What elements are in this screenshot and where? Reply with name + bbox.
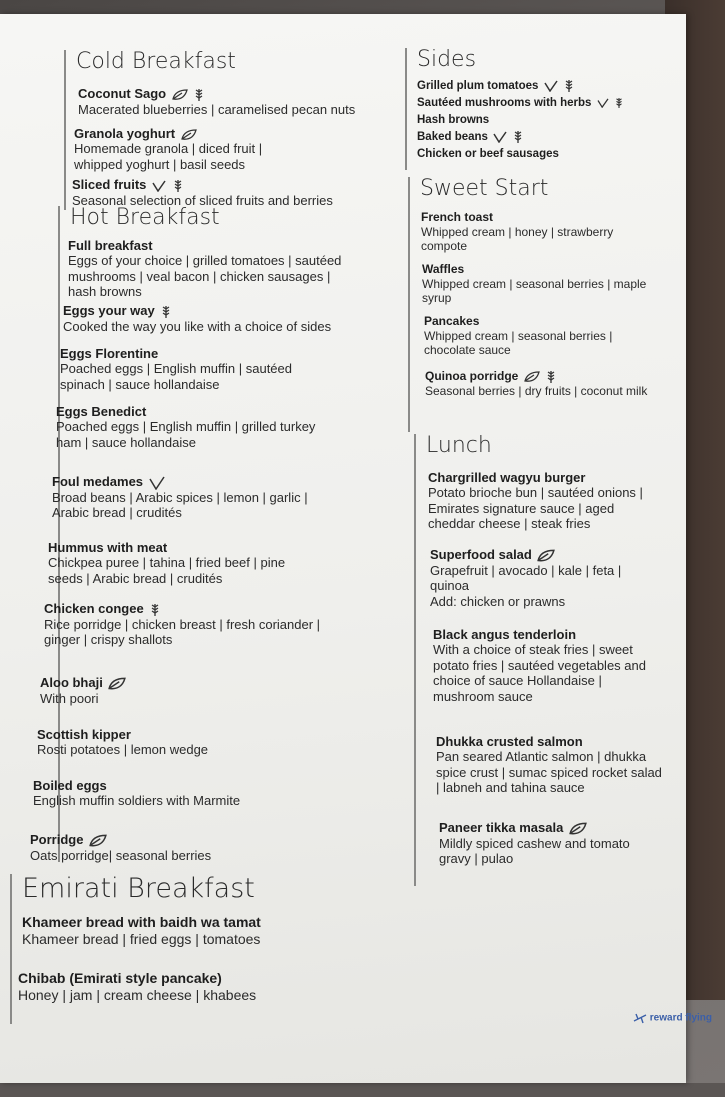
item-description: Poached eggs | English muffin | grilled turkey ham | sauce hollandaise — [56, 419, 316, 450]
plane-icon — [633, 1012, 647, 1024]
item-name: Chibab (Emirati style pancake) — [18, 970, 222, 986]
watermark-text: reward flying — [649, 1012, 713, 1024]
item-name: Waffles — [422, 262, 465, 276]
item-description: Homemade granola | diced fruit | whipped yoghurt | basil seeds — [74, 141, 263, 172]
item-description: Rice porridge | chicken breast | fresh coriander | ginger | crispy shallots — [44, 616, 321, 648]
item-name: Chargrilled wagyu burger — [428, 470, 586, 485]
menu-item — [68, 238, 343, 300]
leaf-icon — [181, 129, 197, 141]
item-description: Eggs of your choice | grilled tomatoes | sautéed mushrooms | veal bacon | chicken sausages | hash browns — [68, 253, 342, 299]
wheat-icon — [563, 79, 575, 93]
item-name: Foul medames — [52, 474, 144, 489]
menu-item — [56, 404, 318, 450]
leaf-icon — [108, 677, 126, 691]
item-name: Sliced fruits — [72, 177, 147, 192]
item-name: Pancakes — [424, 314, 480, 328]
check-mark-icon — [493, 131, 507, 143]
menu-item — [22, 915, 322, 948]
item-description: Oats porridge| seasonal berries — [30, 847, 212, 863]
leaf-icon — [569, 822, 587, 836]
check-mark-icon — [544, 80, 558, 92]
item-name: Quinoa porridge — [425, 369, 519, 383]
item-name: Paneer tikka masala — [439, 820, 564, 835]
item-name: Scottish kipper — [37, 727, 131, 742]
menu-item — [433, 627, 665, 704]
item-addon: Add: chicken or prawns — [430, 593, 566, 609]
item-description: Potato brioche bun | sautéed onions | Emirates signature sauce | aged cheddar cheese | steak fries — [428, 485, 643, 531]
item-description: Poached eggs | English muffin | sautéed spinach | sauce hollandaise — [60, 361, 293, 392]
item-description: Cooked the way you like with a choice of sides — [63, 318, 332, 334]
check-mark-icon — [597, 98, 609, 108]
side-item: Hash browns — [417, 114, 490, 126]
side-item: Baked beans — [417, 131, 488, 143]
wheat-icon — [193, 88, 205, 102]
section-title: Hot Breakfast — [70, 205, 220, 230]
sides-section — [405, 48, 657, 170]
menu-item — [439, 820, 664, 867]
item-name: Full breakfast — [68, 238, 153, 253]
menu-item — [428, 470, 658, 532]
wheat-icon — [545, 370, 557, 384]
menu-item — [424, 314, 649, 357]
item-description: Seasonal selection of sliced fruits and berries — [72, 192, 333, 208]
section-title: Cold Breakfast — [76, 49, 236, 74]
item-name: Eggs Benedict — [56, 404, 147, 419]
menu-item — [421, 210, 641, 253]
item-description: Broad beans | Arabic spices | lemon | garlic | Arabic bread | crudités — [52, 489, 308, 521]
wheat-icon — [172, 179, 184, 193]
item-name: Khameer bread with baidh wa tamat — [22, 914, 261, 930]
item-name: Granola yoghurt — [74, 126, 176, 141]
item-name: Boiled eggs — [33, 778, 107, 793]
leaf-icon — [89, 834, 107, 848]
wheat-icon — [149, 603, 161, 617]
item-description: English muffin soldiers with Marmite — [33, 793, 241, 808]
menu-page — [0, 14, 686, 1083]
menu-item — [33, 778, 313, 809]
menu-item — [18, 971, 318, 1004]
item-name: French toast — [421, 210, 494, 224]
item-description: Pan seared Atlantic salmon | dhukka spice crust | sumac spiced rocket salad | labneh and tahina sauce — [436, 749, 662, 795]
menu-item — [48, 540, 298, 586]
wheat-icon — [160, 305, 172, 319]
item-description: Seasonal berries | dry fruits | coconut milk — [425, 384, 648, 398]
wheat-icon — [614, 97, 624, 109]
wheat-icon — [512, 130, 524, 144]
side-item: Grilled plum tomatoes — [417, 80, 539, 92]
item-name: Coconut Sago — [78, 86, 167, 101]
item-name: Chicken congee — [44, 601, 144, 616]
page-edge-shadow — [0, 1082, 686, 1097]
item-description: With poori — [40, 690, 99, 706]
item-description: Chickpea puree | tahina | fried beef | pine seeds | Arabic bread | crudités — [48, 555, 286, 586]
item-description: Whipped cream | seasonal berries | maple syrup — [422, 277, 647, 305]
side-item: Chicken or beef sausages — [417, 148, 559, 160]
item-name: Black angus tenderloin — [433, 627, 577, 642]
section-title: Emirati Breakfast — [22, 873, 255, 904]
menu-item — [40, 675, 240, 706]
leaf-icon — [524, 371, 540, 383]
item-name: Aloo bhaji — [40, 675, 103, 690]
item-name: Hummus with meat — [48, 540, 168, 555]
menu-item — [63, 303, 343, 334]
item-name: Eggs your way — [63, 303, 155, 318]
check-mark-icon — [152, 180, 166, 192]
leaf-icon — [172, 89, 188, 101]
menu-item — [37, 727, 297, 758]
item-description: Macerated blueberries | caramelised pecan nuts — [78, 101, 356, 117]
item-description: Whipped cream | honey | strawberry compote — [421, 225, 614, 253]
section-title: Lunch — [426, 433, 492, 458]
item-description: Grapefruit | avocado | kale | feta | quinoa — [430, 562, 622, 594]
item-description: Mildly spiced cashew and tomato gravy | pulao — [439, 835, 630, 867]
section-title: Sides — [417, 47, 477, 72]
menu-item — [430, 547, 630, 609]
menu-item — [74, 126, 374, 172]
side-item: Sautéed mushrooms with herbs — [417, 97, 592, 109]
menu-item — [30, 832, 310, 863]
menu-item — [436, 734, 666, 796]
menu-item — [60, 346, 305, 392]
item-description: Whipped cream | seasonal berries | chocolate sauce — [424, 329, 613, 357]
menu-item — [44, 601, 329, 648]
menu-item — [78, 86, 378, 117]
menu-item — [422, 262, 647, 305]
item-description: Khameer bread | fried eggs | tomatoes — [22, 931, 261, 947]
leaf-icon — [537, 549, 555, 563]
item-description: With a choice of steak fries | sweet potato fries | sautéed vegetables and choice of sauce Hollandaise | mushroom sauce — [433, 642, 646, 704]
item-description: Rosti potatoes | lemon wedge — [37, 742, 209, 757]
check-mark-icon — [149, 476, 165, 490]
item-description: Honey | jam | cream cheese | khabees — [18, 987, 257, 1003]
item-name: Dhukka crusted salmon — [436, 734, 583, 749]
menu-item — [72, 177, 372, 208]
item-name: Porridge — [30, 832, 84, 847]
item-name: Eggs Florentine — [60, 346, 159, 361]
watermark-logo — [633, 1012, 712, 1024]
menu-item — [425, 369, 655, 398]
menu-item — [52, 474, 317, 521]
item-name: Superfood salad — [430, 547, 532, 562]
section-title: Sweet Start — [420, 176, 549, 201]
